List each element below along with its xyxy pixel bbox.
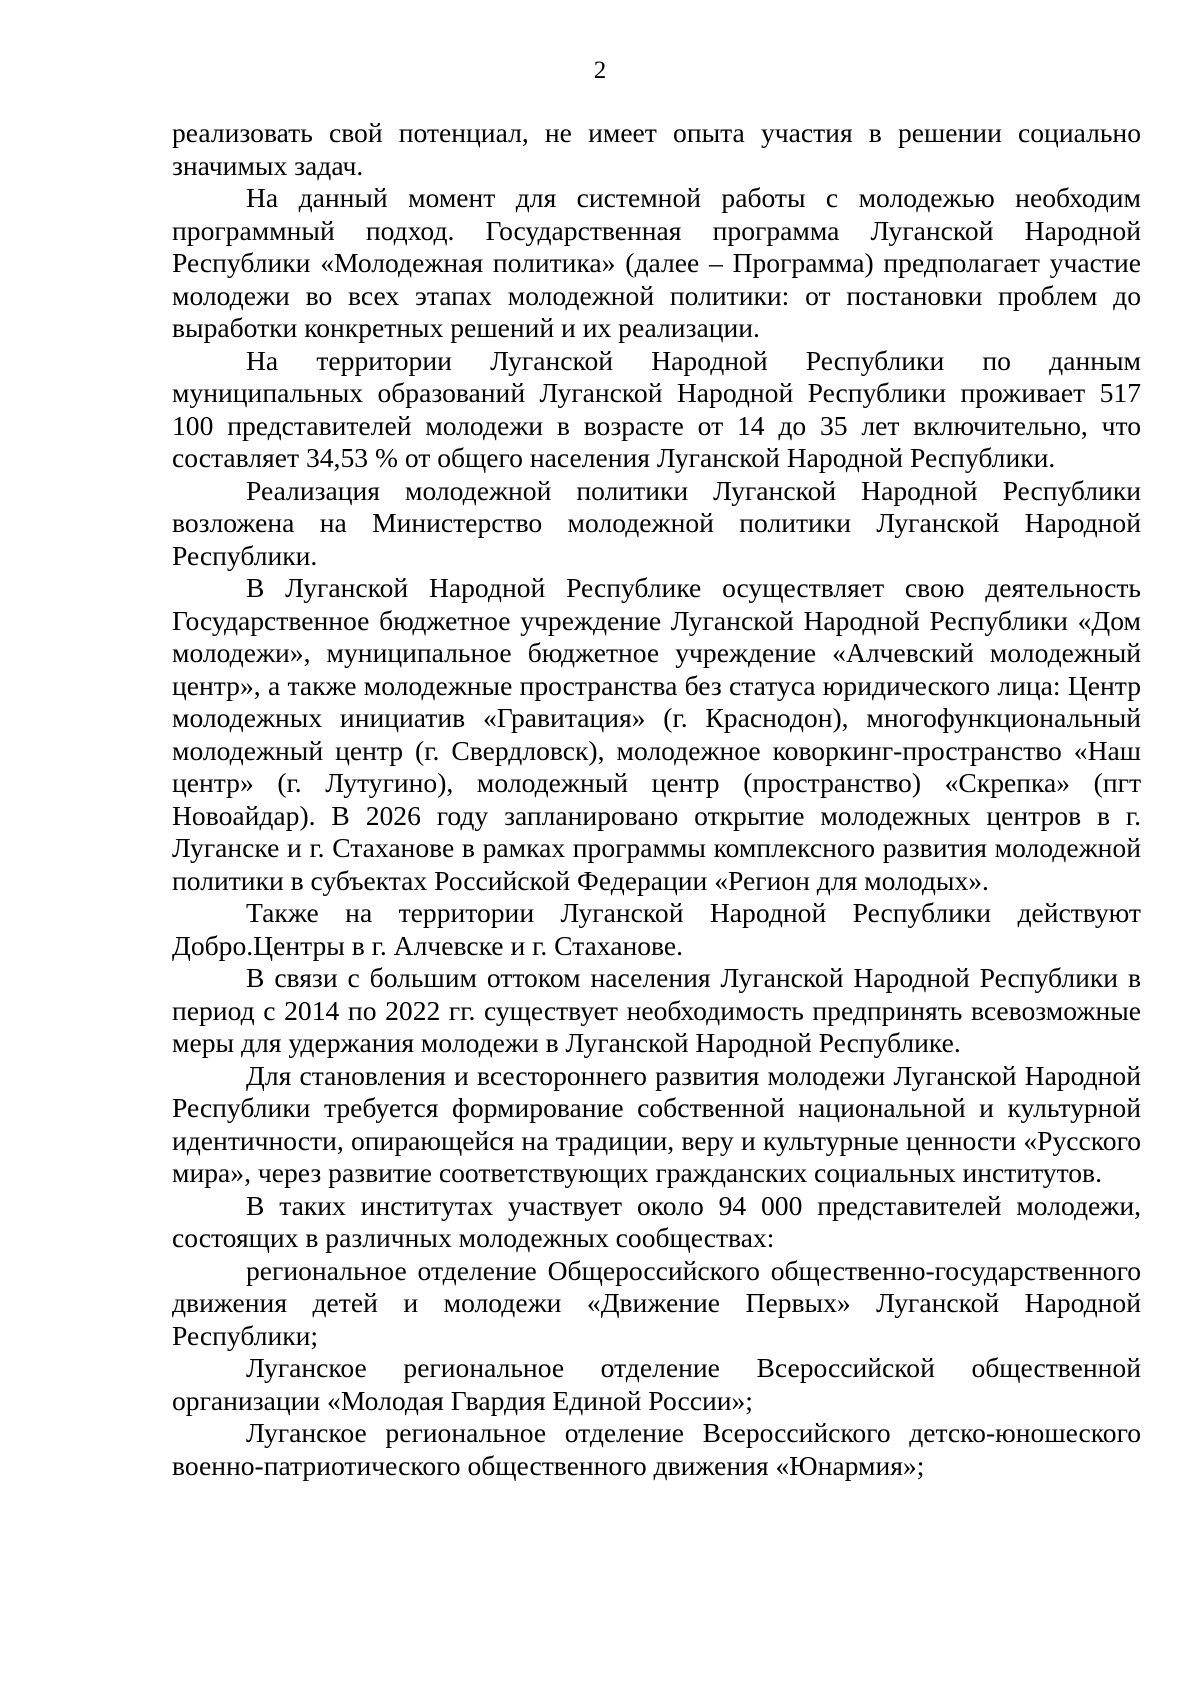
paragraph: Реализация молодежной политики Луганской Народной Республики возложена на Министерство молодежной политики Луганской Народной Республики. xyxy=(172,474,1141,571)
list-item: региональное отделение Общероссийского общественно-государственного движения детей и молодежи «Движение Первых» Луганской Народной Республики; xyxy=(172,1254,1141,1351)
paragraph: Также на территории Луганской Народной Республики действуют Добро.Центры в г. Алчевске и г. Стаханове. xyxy=(172,897,1141,961)
page-number: 2 xyxy=(593,57,607,84)
paragraph: Для становления и всестороннего развития молодежи Луганской Народной Республики требуется формирование собственной национальной и культурной идентичности, опирающейся на традиции, веру и культурные ценности «Русского мира», через развитие соответствующих гражданских социальных институтов. xyxy=(172,1059,1141,1188)
document-body xyxy=(172,117,1141,1482)
paragraph: На данный момент для системной работы с молодежью необходим программный подход. Государственная программа Луганской Народной Республики «Молодежная политика» (далее – Программа) предполагает участие молодежи во всех этапах молодежной политики: от постановки проблем до выработки конкретных решений и их реализации. xyxy=(172,182,1141,343)
paragraph: На территории Луганской Народной Республики по данным муниципальных образований Луганской Народной Республики проживает 517 100 представителей молодежи в возрасте от 14 до 35 лет включительно, что составляет 34,53 % от общего населения Луганской Народной Республики. xyxy=(172,344,1141,473)
paragraph: В таких институтах участвует около 94 000 представителей молодежи, состоящих в различных молодежных сообществах: xyxy=(172,1189,1141,1253)
paragraph: реализовать свой потенциал, не имеет опыта участия в решении социально значимых задач. xyxy=(172,117,1141,181)
list-item: Луганское региональное отделение Всероссийского детско-юношеского военно-патриотического общественного движения «Юнармия»; xyxy=(172,1417,1141,1481)
paragraph: В Луганской Народной Республике осуществляет свою деятельность Государственное бюджетное учреждение Луганской Народной Республики «Дом молодежи», муниципальное бюджетное учреждение «Алчевский молодежный центр», а также молодежные пространства без статуса юридического лица: Центр молодежных инициатив «Гравитация» (г. Краснодон), многофункциональный молодежный центр (г. Свердловск), молодежное коворкинг-пространство «Наш центр» (г. Лутугино), молодежный центр (пространство) «Скрепка» (пгт Новоайдар). В 2026 году запланировано открытие молодежных центров в г. Луганске и г. Стаханове в рамках программы комплексного развития молодежной политики в субъектах Российской Федерации «Регион для молодых». xyxy=(172,572,1141,896)
list-item: Луганское региональное отделение Всероссийской общественной организации «Молодая Гвардия Единой России»; xyxy=(172,1352,1141,1416)
paragraph: В связи с большим оттоком населения Луганской Народной Республики в период с 2014 по 2022 гг. существует необходимость предпринять всевозможные меры для удержания молодежи в Луганской Народной Республике. xyxy=(172,962,1141,1058)
